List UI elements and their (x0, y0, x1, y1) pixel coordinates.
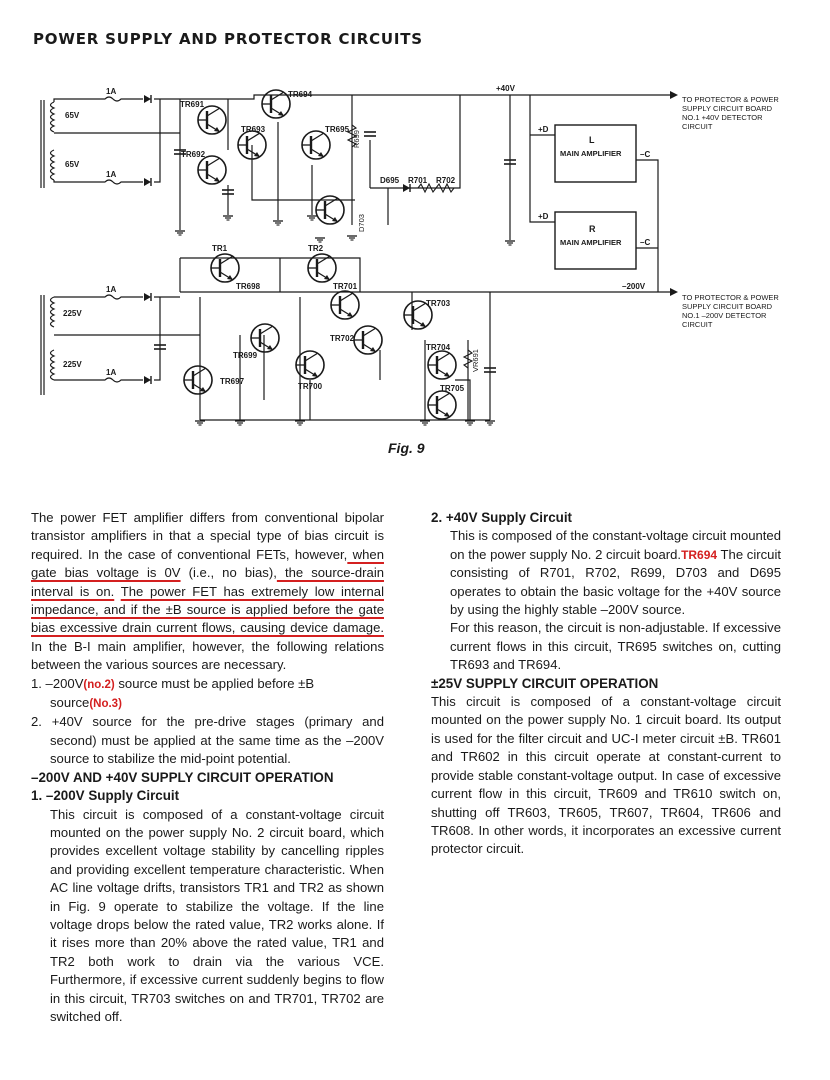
subsection-heading: 2. +40V Supply Circuit (431, 510, 573, 525)
tr697-label: TR697 (220, 377, 245, 386)
protector-note-40v: SUPPLY CIRCUIT BOARD (682, 104, 773, 113)
highlighted-text: when gate bias voltage is 0V (31, 546, 384, 581)
tr698-label: TR698 (236, 282, 261, 291)
right-column (431, 509, 781, 859)
secondary-voltage-label: 225V (63, 309, 82, 318)
protector-note-40v: TO PROTECTOR & POWER (682, 95, 779, 104)
tr700-label: TR700 (298, 382, 323, 391)
fuse-label: 1A (106, 170, 117, 179)
body-paragraph: This circuit is composed of a constant-voltage circuit mounted on the power supply No. 1 circuit board. Its output is used for the filter circuit and UC-I meter circuit ±B. TR601 and TR602 in this circuit operate at constant-current to provide stable constant-voltage output. In case of excessive current flow in this circuit, TR609 and TR610 switch on, shutting off TR603, TR605, TR607, TR604, TR606 and TR608. In other words, it incorporates an excessive current protector circuit. (431, 694, 781, 857)
tr705-label: TR705 (440, 384, 465, 393)
main-amplifier-l-channel: L (589, 135, 595, 145)
subsection-heading: 1. –200V Supply Circuit (31, 788, 180, 804)
secondary-voltage-label: 65V (65, 111, 80, 120)
minus200v-label: –200V (622, 282, 646, 291)
secondary-voltage-label: 225V (63, 360, 82, 369)
r702-label: R702 (436, 176, 456, 185)
fuse-label: 1A (106, 285, 117, 294)
body-paragraph: This is composed of the constant-voltage circuit mounted on the power supply No. 2 circuit board.TR694 The circuit consisting of R701, R702, R699, D703 and D695 operates to obtain the basic voltage for the +40V source by using the highly stable –200V source. (450, 528, 781, 618)
r701-label: R701 (408, 176, 428, 185)
tr704-label: TR704 (426, 343, 451, 352)
tr692-label: TR692 (181, 150, 206, 159)
protector-note-40v: CIRCUIT (682, 122, 713, 131)
circuit-schematic (0, 0, 830, 440)
tr695-label: TR695 (325, 125, 350, 134)
tr701-label: TR701 (333, 282, 358, 291)
protector-note-200v: CIRCUIT (682, 320, 713, 329)
tr703-label: TR703 (426, 299, 451, 308)
plus40v-label: +40V (496, 84, 515, 93)
minus-c-label: –C (640, 238, 651, 247)
fuse-label: 1A (106, 87, 117, 96)
tr702-label: TR702 (330, 334, 355, 343)
handwritten-note: TR694 (681, 547, 718, 562)
d695-label: D695 (380, 176, 400, 185)
r699-label: R699 (352, 130, 361, 148)
intro-paragraph: The power FET amplifier differs from conventional bipolar transistor amplifiers in that a special type of bias circuit is required. In the case of conventional FETs, however, when gate bias voltage is 0V (i.e., no bias), the source-drain interval is on. The power FET has extremely low internal impedance, and if the ±B source is applied before the gate bias excessive drain current flows, causing device damage. In the B-I main amplifier, however, the following relations between the various sources are necessary. (31, 510, 385, 673)
protector-note-40v: NO.1 +40V DETECTOR (682, 113, 763, 122)
highlighted-text: the source-drain interval is on. (31, 565, 385, 599)
tr2-label: TR2 (308, 244, 324, 253)
plus-d-label: +D (538, 125, 549, 134)
main-amplifier-label: MAIN AMPLIFIER (560, 238, 622, 247)
d703-label: D703 (357, 214, 366, 232)
handwritten-note: (no.2) (83, 678, 115, 691)
section-heading: –200V AND +40V SUPPLY CIRCUIT OPERATION (31, 769, 334, 785)
protector-note-200v: SUPPLY CIRCUIT BOARD (682, 302, 773, 311)
tr693-label: TR693 (241, 125, 266, 134)
main-amplifier-r-channel: R (589, 224, 596, 234)
main-amplifier-label: MAIN AMPLIFIER (560, 149, 622, 158)
figure-caption: Fig. 9 (388, 440, 425, 456)
secondary-voltage-label: 65V (65, 160, 80, 169)
vr691-label: VR691 (471, 349, 480, 372)
section-heading: ±25V SUPPLY CIRCUIT OPERATION (431, 675, 659, 691)
body-paragraph: This circuit is composed of a constant-voltage circuit mounted on the power supply No. 2 circuit board, which provides excellent voltage stability by cancelling ripples and providing excellent temperature characteristic. When AC line voltage drifts, transistors TR1 and TR2 as shown in Fig. 9 operate to stabilize the voltage. If the line voltage drops below the rated value, TR2 works alone. If it rises more than 20% above the rated value, TR1 and TR2 both work to drain via the various VCE. Furthermore, if excessive current suddenly begins to flow in this circuit, TR703 switches on and TR701, TR702 are switched off. (50, 806, 384, 1024)
protector-note-200v: NO.1 –200V DETECTOR (682, 311, 767, 320)
tr1-label: TR1 (212, 244, 228, 253)
body-paragraph: For this reason, the circuit is non-adjustable. If excessive current flows in this circuit, TR695 switches on, cutting TR693 and TR694. (450, 620, 781, 673)
tr699-label: TR699 (233, 351, 258, 360)
handwritten-note: (No.3) (89, 698, 122, 711)
tr691-label: TR691 (180, 100, 205, 109)
tr694-label: TR694 (288, 90, 313, 99)
list-item: 1. –200V(no.2) source must be applied before ±B source(No.3) (31, 675, 315, 711)
left-column (31, 509, 384, 1026)
fuse-label: 1A (106, 368, 117, 377)
highlighted-text: The power FET has extremely low internal impedance, and if the ±B source is applied before the gate bias excessive drain current flows, causing device damage. (31, 583, 384, 636)
plus-d-label: +D (538, 212, 549, 221)
list-item: 2. +40V source for the pre-drive stages (primary and second) must be applied at the same time as the –200V source to stabilize the mid-point potential. (31, 714, 384, 767)
minus-c-label: –C (640, 150, 651, 159)
page-title: POWER SUPPLY AND PROTECTOR CIRCUITS (33, 30, 423, 48)
protector-note-200v: TO PROTECTOR & POWER (682, 293, 779, 302)
